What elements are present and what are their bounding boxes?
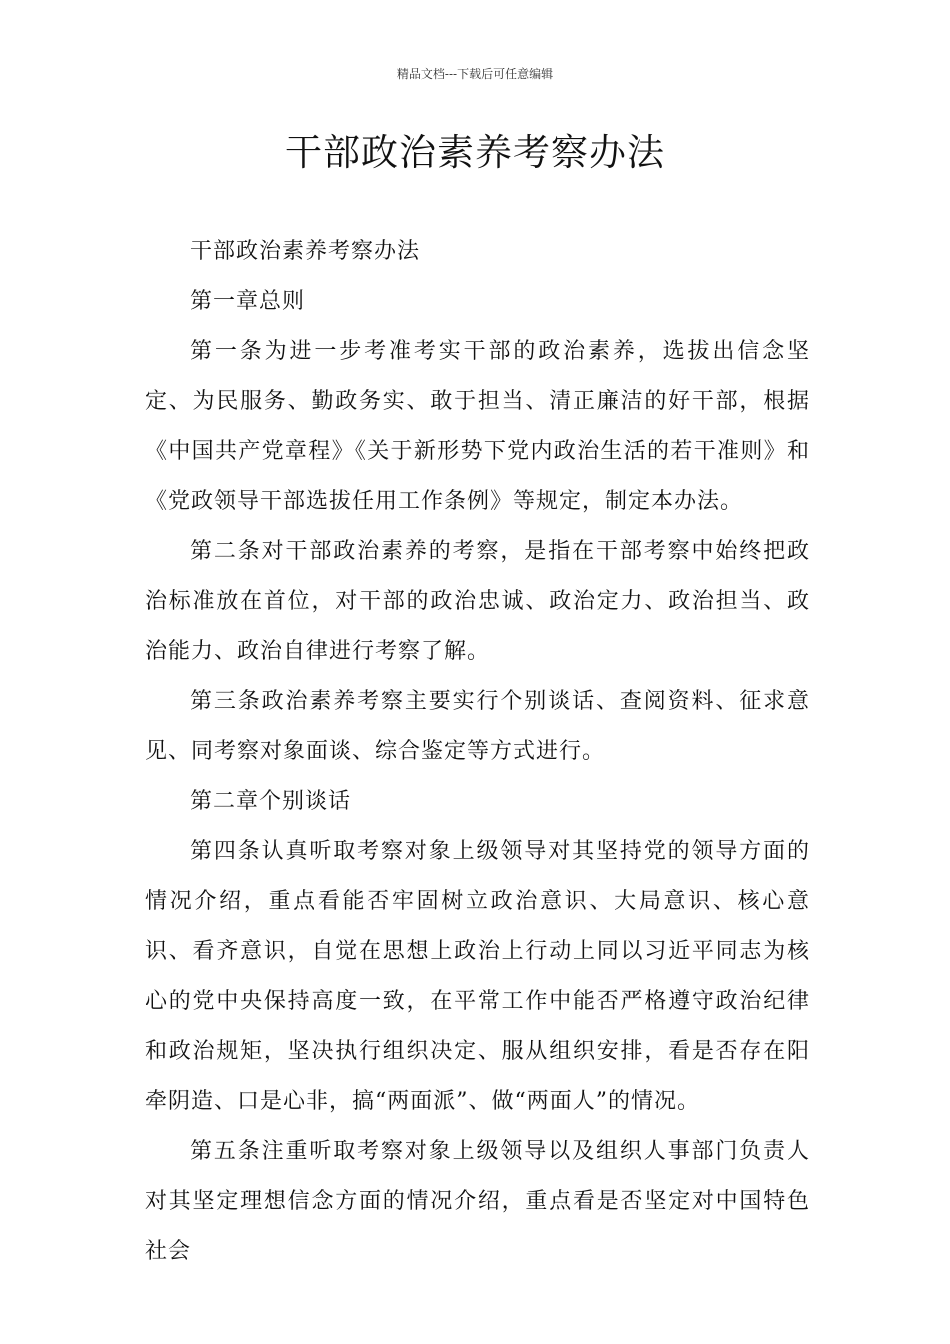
- document-title: 干部政治素养考察办法: [285, 131, 665, 174]
- paragraph-article-1: 第一条为进一步考准考实干部的政治素养，选拔出信念坚定、为民服务、勤政务实、敢于担当、清正廉洁的好干部，根据《中国共产党章程》《关于新形势下党内政治生活的若干准则》和《党政领导干部选拔任用工作条例》等规定，制定本办法。: [145, 339, 810, 514]
- paragraph-article-5: 第五条注重听取考察对象上级领导以及组织人事部门负责人对其坚定理想信念方面的情况介绍，重点看是否坚定对中国特色社会: [145, 1139, 810, 1264]
- paragraph-chapter-1-heading: 第一章总则: [190, 289, 306, 314]
- paragraph-article-2: 第二条对干部政治素养的考察，是指在干部考察中始终把政治标准放在首位，对干部的政治忠诚、政治定力、政治担当、政治能力、政治自律进行考察了解。: [145, 539, 810, 664]
- paragraph-subtitle: 干部政治素养考察办法: [190, 239, 421, 264]
- header-note: 精品文档---下载后可任意编辑: [396, 67, 554, 81]
- paragraph-article-4: 第四条认真听取考察对象上级领导对其坚持党的领导方面的情况介绍，重点看能否牢固树立政治意识、大局意识、核心意识、看齐意识，自觉在思想上政治上行动上同以习近平同志为核心的党中央保持高度一致，在平常工作中能否严格遵守政治纪律和政治规矩，坚决执行组织决定、服从组织安排，看是否存在阳牵阴造、口是心非，搞“两面派”、做“两面人”的情况。: [145, 839, 810, 1114]
- document-body: [145, 227, 810, 1277]
- paragraph-article-3: 第三条政治素养考察主要实行个别谈话、查阅资料、征求意见、同考察对象面谈、综合鉴定等方式进行。: [145, 689, 810, 764]
- paragraph-chapter-2-heading: 第二章个别谈话: [190, 789, 352, 814]
